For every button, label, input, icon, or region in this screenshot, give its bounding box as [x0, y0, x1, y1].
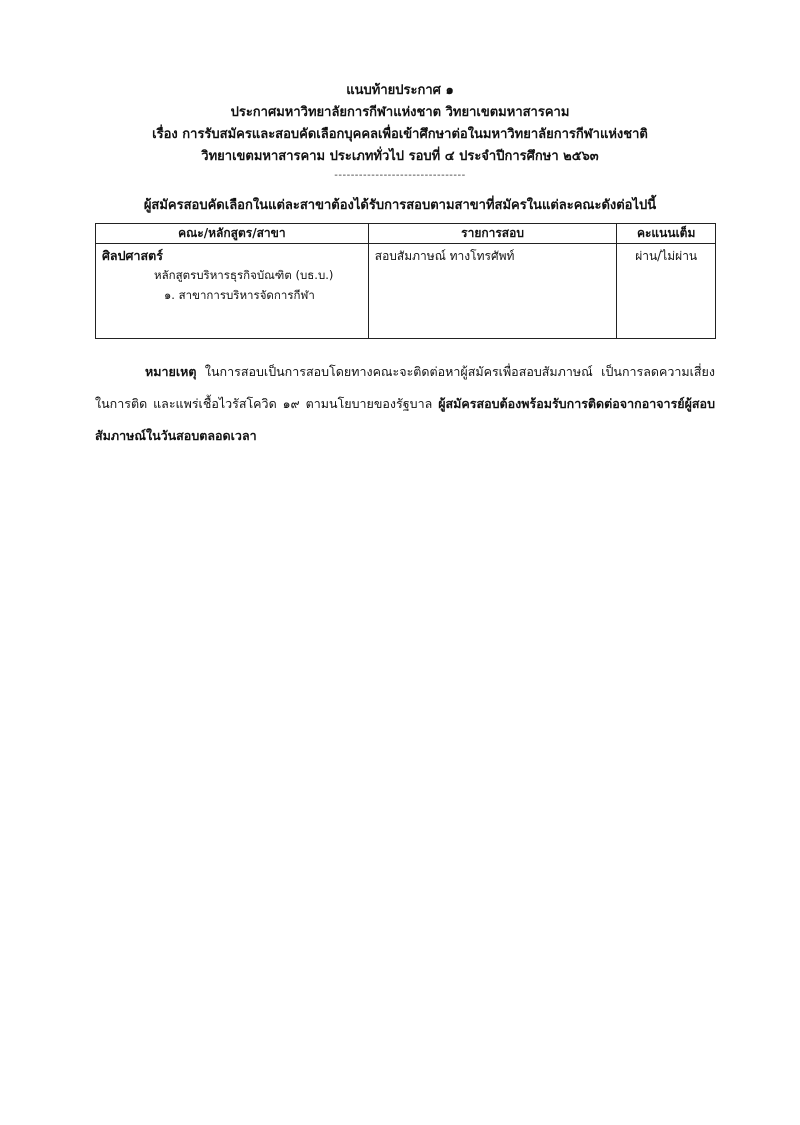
table-row [96, 244, 716, 339]
column-header-exam: รายการสอบ [368, 224, 617, 244]
major-name: ๑. สาขาการบริหารจัดการกีฬา [164, 288, 315, 302]
exam-cell [368, 244, 617, 339]
intro-statement: ผู้สมัครสอบคัดเลือกในแต่ละสาขาต้องได้รับการสอบตามสาขาที่สมัครในแต่ละคณะดังต่อไปนี้ [143, 198, 657, 213]
note-paragraph [95, 356, 715, 452]
announcement-subject: เรื่อง การรับสมัครและสอบคัดเลือกบุคคลเพื่อเข้าศึกษาต่อในมหาวิทยาลัยการกีฬาแห่งชาติ [152, 127, 648, 142]
exam-method: สอบสัมภาษณ์ ทางโทรศัพท์ [374, 249, 515, 263]
note-emphasis: ผู้สมัครสอบต้องพร้อมรับการติดต่อจากอาจารย์ผู้สอบสัมภาษณ์ในวันสอบตลอดเวลา [95, 396, 715, 443]
program-name: หลักสูตรบริหารธุรกิจบัณฑิต (บธ.บ.) [154, 268, 334, 282]
faculty-name: ศิลปศาสตร์ [102, 248, 163, 263]
exam-table [95, 223, 716, 339]
faculty-cell [96, 244, 369, 339]
note-text: ในการสอบเป็นการสอบโดยทางคณะจะติดต่อหาผู้สมัครเพื่อสอบสัมภาษณ์ เป็นการลดความเสี่ยงในการติด และแพร่เชื้อไวรัสโควิด ๑๙ ตามนโยบายของรัฐบาล [95, 364, 715, 411]
column-header-score: คะแนนเต็ม [617, 224, 716, 244]
note-label: หมายเหตุ [145, 364, 197, 379]
score-value: ผ่าน/ไม่ผ่าน [635, 249, 698, 263]
table-header-row [96, 224, 716, 244]
attachment-title: แนบท้ายประกาศ ๑ [346, 83, 454, 98]
score-cell [617, 244, 716, 339]
separator-line: -------------------------------- [334, 170, 466, 181]
announcement-details: วิทยาเขตมหาสารคาม ประเภททั่วไป รอบที่ ๔ ประจำปีการศึกษา ๒๕๖๓ [201, 149, 599, 164]
announcement-title: ประกาศมหาวิทยาลัยการกีฬาแห่งชาต วิทยาเขตมหาสารคาม [230, 105, 570, 120]
column-header-faculty: คณะ/หลักสูตร/สาขา [96, 224, 369, 244]
document-header [0, 80, 800, 168]
